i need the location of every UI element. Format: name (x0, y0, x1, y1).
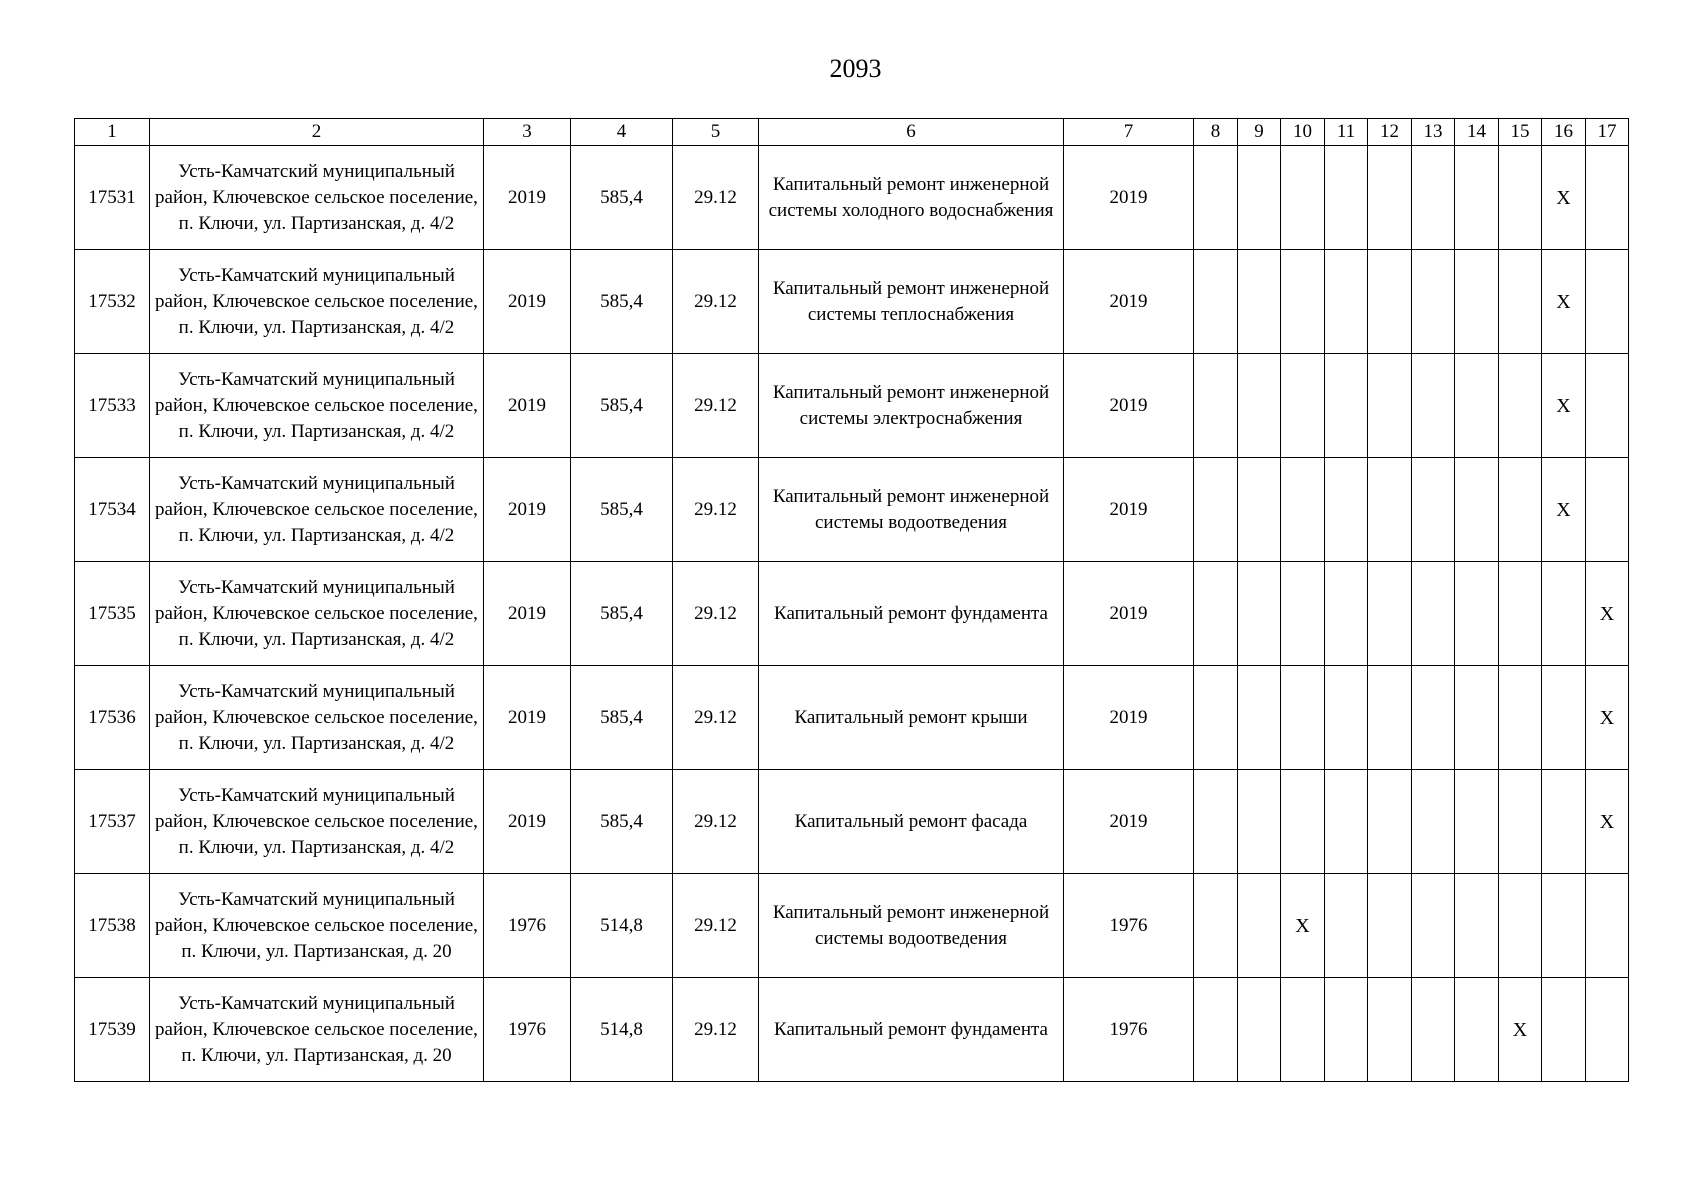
cell-mark-col-17 (1586, 250, 1629, 354)
cell-year-built: 2019 (484, 354, 571, 458)
cell-mark-col-10 (1281, 354, 1325, 458)
cell-code: 29.12 (673, 874, 759, 978)
cell-area: 514,8 (571, 874, 673, 978)
cell-mark-col-12 (1368, 458, 1412, 562)
cell-mark-col-9 (1238, 146, 1281, 250)
cell-mark-col-9 (1238, 874, 1281, 978)
cell-area: 585,4 (571, 562, 673, 666)
cell-mark-col-15 (1499, 458, 1542, 562)
cell-mark-col-8 (1194, 562, 1238, 666)
cell-work-type: Капитальный ремонт фасада (759, 770, 1064, 874)
cell-work-type: Капитальный ремонт инженерной системы водоотведения (759, 458, 1064, 562)
cell-year-built: 1976 (484, 978, 571, 1082)
cell-mark-col-8 (1194, 250, 1238, 354)
column-header: 12 (1368, 119, 1412, 146)
cell-address: Усть-Камчатский муниципальный район, Ключевское сельское поселение, п. Ключи, ул. Партизанская, д. 4/2 (150, 146, 484, 250)
cell-mark-col-15 (1499, 562, 1542, 666)
cell-mark-col-15 (1499, 770, 1542, 874)
column-header: 2 (150, 119, 484, 146)
cell-mark-col-15 (1499, 354, 1542, 458)
cell-year-built: 2019 (484, 666, 571, 770)
cell-address: Усть-Камчатский муниципальный район, Ключевское сельское поселение, п. Ключи, ул. Партизанская, д. 4/2 (150, 354, 484, 458)
cell-mark-col-17 (1586, 354, 1629, 458)
cell-work-type: Капитальный ремонт фундамента (759, 978, 1064, 1082)
column-header: 3 (484, 119, 571, 146)
cell-mark-col-16 (1542, 874, 1586, 978)
cell-mark-col-9 (1238, 978, 1281, 1082)
cell-mark-col-8 (1194, 874, 1238, 978)
cell-area: 585,4 (571, 250, 673, 354)
cell-year: 1976 (1064, 978, 1194, 1082)
cell-mark-col-9 (1238, 250, 1281, 354)
cell-mark-col-11 (1325, 354, 1368, 458)
column-header: 7 (1064, 119, 1194, 146)
capital-repair-table (74, 118, 1629, 1082)
cell-mark-col-12 (1368, 666, 1412, 770)
table-row (75, 666, 1629, 770)
cell-work-type: Капитальный ремонт инженерной системы теплоснабжения (759, 250, 1064, 354)
cell-mark-col-8 (1194, 666, 1238, 770)
cell-mark-col-13 (1412, 874, 1455, 978)
cell-year: 2019 (1064, 250, 1194, 354)
column-header: 15 (1499, 119, 1542, 146)
cell-id: 17539 (75, 978, 150, 1082)
cell-mark-col-10: X (1281, 874, 1325, 978)
cell-mark-col-10 (1281, 562, 1325, 666)
cell-mark-col-11 (1325, 458, 1368, 562)
cell-work-type: Капитальный ремонт фундамента (759, 562, 1064, 666)
cell-id: 17532 (75, 250, 150, 354)
column-header: 13 (1412, 119, 1455, 146)
cell-mark-col-17: X (1586, 562, 1629, 666)
cell-work-type: Капитальный ремонт инженерной системы водоотведения (759, 874, 1064, 978)
cell-mark-col-11 (1325, 666, 1368, 770)
cell-mark-col-10 (1281, 770, 1325, 874)
cell-code: 29.12 (673, 354, 759, 458)
cell-id: 17534 (75, 458, 150, 562)
cell-area: 514,8 (571, 978, 673, 1082)
cell-mark-col-16 (1542, 666, 1586, 770)
cell-mark-col-13 (1412, 250, 1455, 354)
cell-year: 2019 (1064, 666, 1194, 770)
table-row (75, 874, 1629, 978)
table-row (75, 250, 1629, 354)
cell-mark-col-16: X (1542, 146, 1586, 250)
cell-year-built: 2019 (484, 770, 571, 874)
cell-year-built: 2019 (484, 250, 571, 354)
cell-code: 29.12 (673, 458, 759, 562)
cell-year: 2019 (1064, 770, 1194, 874)
cell-mark-col-14 (1455, 562, 1499, 666)
cell-mark-col-17 (1586, 978, 1629, 1082)
cell-mark-col-11 (1325, 250, 1368, 354)
cell-mark-col-17 (1586, 874, 1629, 978)
cell-mark-col-8 (1194, 354, 1238, 458)
cell-mark-col-15 (1499, 146, 1542, 250)
cell-mark-col-17 (1586, 146, 1629, 250)
cell-mark-col-16 (1542, 770, 1586, 874)
cell-address: Усть-Камчатский муниципальный район, Ключевское сельское поселение, п. Ключи, ул. Партизанская, д. 20 (150, 978, 484, 1082)
cell-year-built: 2019 (484, 562, 571, 666)
cell-id: 17533 (75, 354, 150, 458)
cell-mark-col-8 (1194, 458, 1238, 562)
cell-id: 17535 (75, 562, 150, 666)
cell-mark-col-16: X (1542, 458, 1586, 562)
cell-area: 585,4 (571, 354, 673, 458)
cell-mark-col-16 (1542, 562, 1586, 666)
table-row (75, 354, 1629, 458)
column-header: 14 (1455, 119, 1499, 146)
cell-mark-col-10 (1281, 146, 1325, 250)
cell-area: 585,4 (571, 146, 673, 250)
cell-year: 2019 (1064, 354, 1194, 458)
header-row (75, 119, 1629, 146)
cell-year: 2019 (1064, 458, 1194, 562)
cell-mark-col-13 (1412, 770, 1455, 874)
table-row (75, 770, 1629, 874)
cell-mark-col-9 (1238, 770, 1281, 874)
cell-code: 29.12 (673, 770, 759, 874)
cell-mark-col-12 (1368, 562, 1412, 666)
cell-mark-col-13 (1412, 562, 1455, 666)
column-header: 10 (1281, 119, 1325, 146)
cell-mark-col-12 (1368, 770, 1412, 874)
cell-mark-col-14 (1455, 146, 1499, 250)
cell-mark-col-16: X (1542, 354, 1586, 458)
cell-id: 17531 (75, 146, 150, 250)
cell-work-type: Капитальный ремонт инженерной системы холодного водоснабжения (759, 146, 1064, 250)
cell-mark-col-16 (1542, 978, 1586, 1082)
table-row (75, 978, 1629, 1082)
cell-id: 17538 (75, 874, 150, 978)
cell-mark-col-8 (1194, 978, 1238, 1082)
cell-mark-col-14 (1455, 666, 1499, 770)
cell-mark-col-17 (1586, 458, 1629, 562)
cell-code: 29.12 (673, 146, 759, 250)
column-header: 4 (571, 119, 673, 146)
cell-year-built: 2019 (484, 458, 571, 562)
cell-mark-col-15 (1499, 666, 1542, 770)
cell-code: 29.12 (673, 666, 759, 770)
cell-address: Усть-Камчатский муниципальный район, Ключевское сельское поселение, п. Ключи, ул. Партизанская, д. 20 (150, 874, 484, 978)
cell-mark-col-15 (1499, 874, 1542, 978)
cell-mark-col-8 (1194, 146, 1238, 250)
column-header: 16 (1542, 119, 1586, 146)
cell-mark-col-17: X (1586, 666, 1629, 770)
page-number: 2093 (829, 54, 882, 83)
column-header: 11 (1325, 119, 1368, 146)
cell-work-type: Капитальный ремонт инженерной системы электроснабжения (759, 354, 1064, 458)
cell-mark-col-9 (1238, 354, 1281, 458)
cell-mark-col-10 (1281, 978, 1325, 1082)
cell-mark-col-11 (1325, 770, 1368, 874)
cell-id: 17537 (75, 770, 150, 874)
cell-code: 29.12 (673, 978, 759, 1082)
cell-mark-col-17: X (1586, 770, 1629, 874)
cell-mark-col-11 (1325, 978, 1368, 1082)
cell-mark-col-10 (1281, 458, 1325, 562)
cell-year: 2019 (1064, 562, 1194, 666)
cell-mark-col-14 (1455, 250, 1499, 354)
cell-mark-col-13 (1412, 354, 1455, 458)
cell-code: 29.12 (673, 562, 759, 666)
cell-mark-col-15 (1499, 250, 1542, 354)
cell-mark-col-14 (1455, 978, 1499, 1082)
cell-mark-col-14 (1455, 770, 1499, 874)
cell-mark-col-14 (1455, 874, 1499, 978)
column-header: 6 (759, 119, 1064, 146)
cell-mark-col-12 (1368, 354, 1412, 458)
cell-mark-col-13 (1412, 978, 1455, 1082)
cell-mark-col-12 (1368, 146, 1412, 250)
cell-mark-col-9 (1238, 458, 1281, 562)
cell-mark-col-15: X (1499, 978, 1542, 1082)
cell-mark-col-9 (1238, 562, 1281, 666)
cell-address: Усть-Камчатский муниципальный район, Ключевское сельское поселение, п. Ключи, ул. Партизанская, д. 4/2 (150, 562, 484, 666)
cell-mark-col-10 (1281, 666, 1325, 770)
cell-mark-col-14 (1455, 354, 1499, 458)
column-header: 5 (673, 119, 759, 146)
cell-id: 17536 (75, 666, 150, 770)
cell-year-built: 1976 (484, 874, 571, 978)
cell-code: 29.12 (673, 250, 759, 354)
cell-mark-col-10 (1281, 250, 1325, 354)
cell-mark-col-8 (1194, 770, 1238, 874)
cell-mark-col-12 (1368, 978, 1412, 1082)
cell-work-type: Капитальный ремонт крыши (759, 666, 1064, 770)
cell-mark-col-11 (1325, 562, 1368, 666)
table-row (75, 458, 1629, 562)
cell-year: 2019 (1064, 146, 1194, 250)
cell-address: Усть-Камчатский муниципальный район, Ключевское сельское поселение, п. Ключи, ул. Партизанская, д. 4/2 (150, 666, 484, 770)
cell-mark-col-13 (1412, 666, 1455, 770)
table-row (75, 562, 1629, 666)
column-header: 9 (1238, 119, 1281, 146)
cell-mark-col-13 (1412, 146, 1455, 250)
cell-mark-col-13 (1412, 458, 1455, 562)
cell-address: Усть-Камчатский муниципальный район, Ключевское сельское поселение, п. Ключи, ул. Партизанская, д. 4/2 (150, 770, 484, 874)
cell-mark-col-16: X (1542, 250, 1586, 354)
column-header: 8 (1194, 119, 1238, 146)
cell-mark-col-14 (1455, 458, 1499, 562)
cell-mark-col-12 (1368, 250, 1412, 354)
cell-area: 585,4 (571, 770, 673, 874)
cell-year: 1976 (1064, 874, 1194, 978)
column-header: 17 (1586, 119, 1629, 146)
cell-address: Усть-Камчатский муниципальный район, Ключевское сельское поселение, п. Ключи, ул. Партизанская, д. 4/2 (150, 458, 484, 562)
cell-mark-col-11 (1325, 146, 1368, 250)
cell-area: 585,4 (571, 666, 673, 770)
cell-area: 585,4 (571, 458, 673, 562)
cell-year-built: 2019 (484, 146, 571, 250)
cell-mark-col-12 (1368, 874, 1412, 978)
cell-mark-col-11 (1325, 874, 1368, 978)
column-header: 1 (75, 119, 150, 146)
cell-mark-col-9 (1238, 666, 1281, 770)
cell-address: Усть-Камчатский муниципальный район, Ключевское сельское поселение, п. Ключи, ул. Партизанская, д. 4/2 (150, 250, 484, 354)
table-row (75, 146, 1629, 250)
